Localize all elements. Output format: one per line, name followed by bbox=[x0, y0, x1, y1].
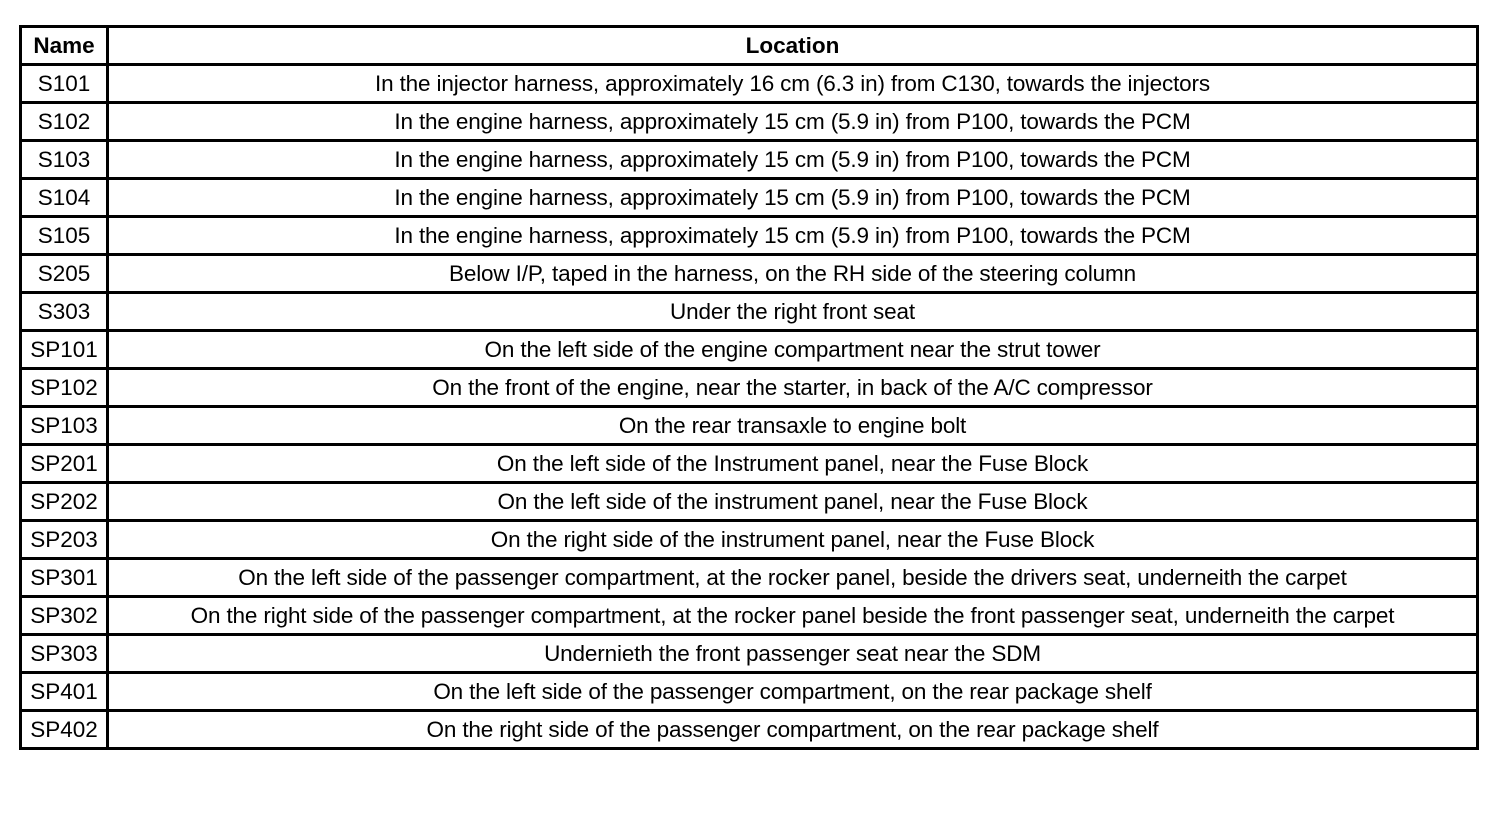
table-row bbox=[21, 331, 1478, 369]
splice-name-cell: SP401 bbox=[21, 673, 108, 711]
splice-name-cell: S205 bbox=[21, 255, 108, 293]
splice-location-cell: On the left side of the engine compartment near the strut tower bbox=[108, 331, 1478, 369]
table-row bbox=[21, 293, 1478, 331]
splice-location-cell: Below I/P, taped in the harness, on the RH side of the steering column bbox=[108, 255, 1478, 293]
splice-name-cell: SP301 bbox=[21, 559, 108, 597]
splice-name-cell: S104 bbox=[21, 179, 108, 217]
table-row bbox=[21, 255, 1478, 293]
table-header-row bbox=[21, 27, 1478, 65]
table-row bbox=[21, 179, 1478, 217]
splice-location-cell: On the right side of the passenger compartment, on the rear package shelf bbox=[108, 711, 1478, 749]
splice-name-cell: SP203 bbox=[21, 521, 108, 559]
splice-name-cell: S101 bbox=[21, 65, 108, 103]
splice-location-cell: On the left side of the instrument panel, near the Fuse Block bbox=[108, 483, 1478, 521]
splice-location-cell: In the injector harness, approximately 16 cm (6.3 in) from C130, towards the injectors bbox=[108, 65, 1478, 103]
splice-location-cell: On the left side of the passenger compartment, on the rear package shelf bbox=[108, 673, 1478, 711]
splice-location-cell: On the left side of the passenger compartment, at the rocker panel, beside the drivers seat, underneith the carpet bbox=[108, 559, 1478, 597]
splice-location-cell: In the engine harness, approximately 15 cm (5.9 in) from P100, towards the PCM bbox=[108, 141, 1478, 179]
splice-name-cell: SP202 bbox=[21, 483, 108, 521]
table-row bbox=[21, 407, 1478, 445]
splice-name-cell: S102 bbox=[21, 103, 108, 141]
table-row bbox=[21, 521, 1478, 559]
table-row bbox=[21, 65, 1478, 103]
table-row bbox=[21, 445, 1478, 483]
column-header-location: Location bbox=[108, 27, 1478, 65]
splice-name-cell: S105 bbox=[21, 217, 108, 255]
splice-name-cell: SP402 bbox=[21, 711, 108, 749]
table-row bbox=[21, 635, 1478, 673]
table-row bbox=[21, 559, 1478, 597]
table-row bbox=[21, 711, 1478, 749]
column-header-name: Name bbox=[21, 27, 108, 65]
splice-location-table bbox=[19, 25, 1479, 750]
splice-name-cell: S303 bbox=[21, 293, 108, 331]
splice-location-cell: On the right side of the passenger compartment, at the rocker panel beside the front passenger seat, underneith the carpet bbox=[108, 597, 1478, 635]
table-row bbox=[21, 369, 1478, 407]
splice-name-cell: SP101 bbox=[21, 331, 108, 369]
splice-location-cell: Undernieth the front passenger seat near the SDM bbox=[108, 635, 1478, 673]
splice-location-cell: On the rear transaxle to engine bolt bbox=[108, 407, 1478, 445]
splice-name-cell: SP303 bbox=[21, 635, 108, 673]
table-row bbox=[21, 597, 1478, 635]
splice-location-cell: In the engine harness, approximately 15 cm (5.9 in) from P100, towards the PCM bbox=[108, 179, 1478, 217]
splice-location-cell: On the left side of the Instrument panel, near the Fuse Block bbox=[108, 445, 1478, 483]
splice-location-cell: Under the right front seat bbox=[108, 293, 1478, 331]
table-row bbox=[21, 103, 1478, 141]
splice-location-cell: On the front of the engine, near the starter, in back of the A/C compressor bbox=[108, 369, 1478, 407]
splice-name-cell: S103 bbox=[21, 141, 108, 179]
table-row bbox=[21, 483, 1478, 521]
splice-name-cell: SP302 bbox=[21, 597, 108, 635]
splice-name-cell: SP103 bbox=[21, 407, 108, 445]
splice-location-cell: In the engine harness, approximately 15 cm (5.9 in) from P100, towards the PCM bbox=[108, 103, 1478, 141]
table-row bbox=[21, 673, 1478, 711]
splice-name-cell: SP201 bbox=[21, 445, 108, 483]
splice-location-cell: In the engine harness, approximately 15 cm (5.9 in) from P100, towards the PCM bbox=[108, 217, 1478, 255]
table-row bbox=[21, 141, 1478, 179]
table-row bbox=[21, 217, 1478, 255]
splice-location-cell: On the right side of the instrument panel, near the Fuse Block bbox=[108, 521, 1478, 559]
table-body bbox=[21, 65, 1478, 749]
splice-name-cell: SP102 bbox=[21, 369, 108, 407]
